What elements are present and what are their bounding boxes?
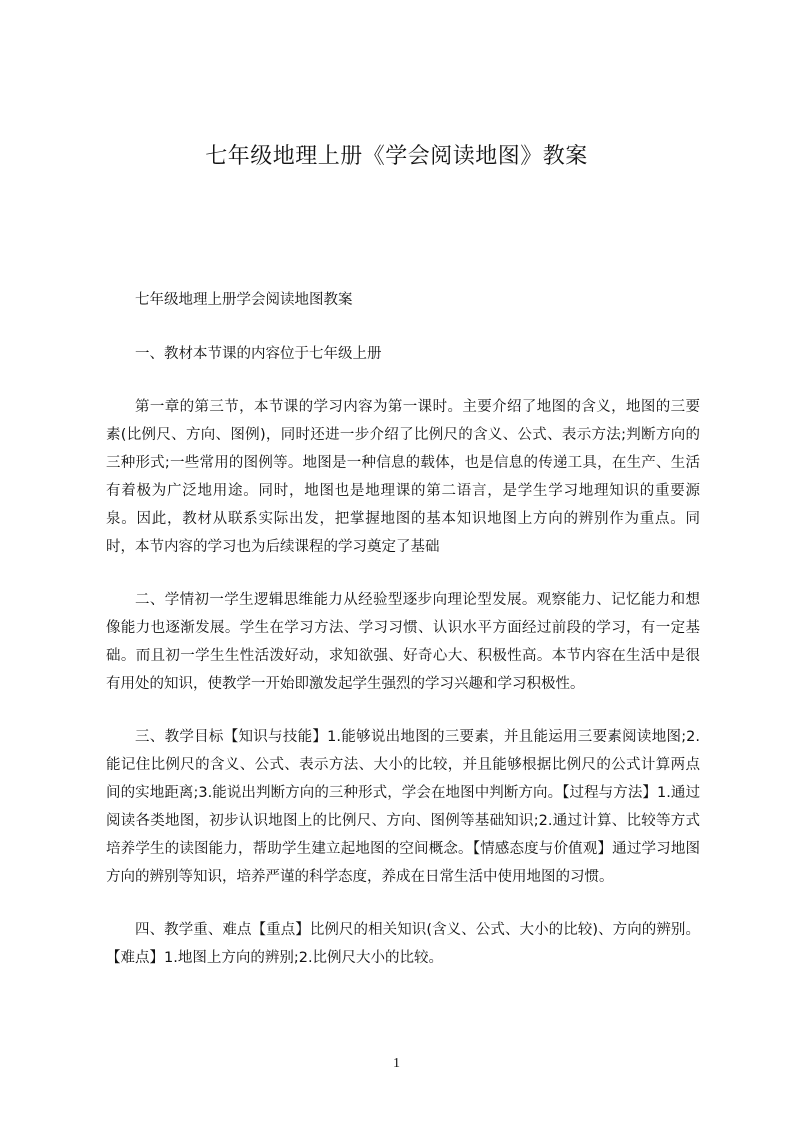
paragraph-student-situation: 二、学情初一学生逻辑思维能力从经验型逐步向理论型发展。观察能力、记忆能力和想像能力也逐渐发展。学生在学习方法、学习习惯、认识水平方面经过前段的学习，有一定基础。而且初一学生生性活泼好动，求知欲强、好奇心大、积极性高。本节内容在生活中是很有用处的知识，使教学一开始即激发起学生强烈的学习兴趣和学习积极性。: [106, 592, 700, 692]
document-subtitle: [106, 286, 700, 314]
document-title: 七年级地理上册《学会阅读地图》教案: [205, 144, 588, 169]
page-number: 1: [393, 1056, 400, 1071]
document-body: [106, 340, 700, 972]
paragraph-teaching-goals: 三、教学目标【知识与技能】1.能够说出地图的三要素，并且能运用三要素阅读地图;2.能记住比例尺的含义、公式、表示方法、大小的比较，并且能够根据比例尺的公式计算两点间的实地距离;3.能说出判断方向的三种形式，学会在地图中判断方向。【过程与方法】1.通过阅读各类地图，初步认识地图上的比例尺、方向、图例等基础知识;2.通过计算、比较等方式培养学生的读图能力，帮助学生建立起地图的空间概念。【情感态度与价值观】通过学习地图方向的辨别等知识，培养严谨的科学态度，养成在日常生活中使用地图的习惯。: [106, 729, 700, 885]
paragraph-key-points: 四、教学重、难点【重点】比例尺的相关知识(含义、公式、大小的比较)、方向的辨别。【难点】1.地图上方向的辨别;2.比例尺大小的比较。: [106, 922, 700, 966]
paragraph-textbook-content: 第一章的第三节，本节课的学习内容为第一课时。主要介绍了地图的含义，地图的三要素(比例尺、方向、图例)，同时还进一步介绍了比例尺的含义、公式、表示方法;判断方向的三种形式;一些常用的图例等。地图是一种信息的载体，也是信息的传递工具，在生产、生活有着极为广泛地用途。同时，地图也是地理课的第二语言，是学生学习地理知识的重要源泉。因此，教材从联系实际出发，把掌握地图的基本知识地图上方向的辨别作为重点。同时，本节内容的学习也为后续课程的学习奠定了基础: [106, 399, 700, 555]
subtitle-text: 七年级地理上册学会阅读地图教案: [135, 292, 353, 308]
paragraph-textbook-intro: 一、教材本节课的内容位于七年级上册: [135, 346, 382, 362]
